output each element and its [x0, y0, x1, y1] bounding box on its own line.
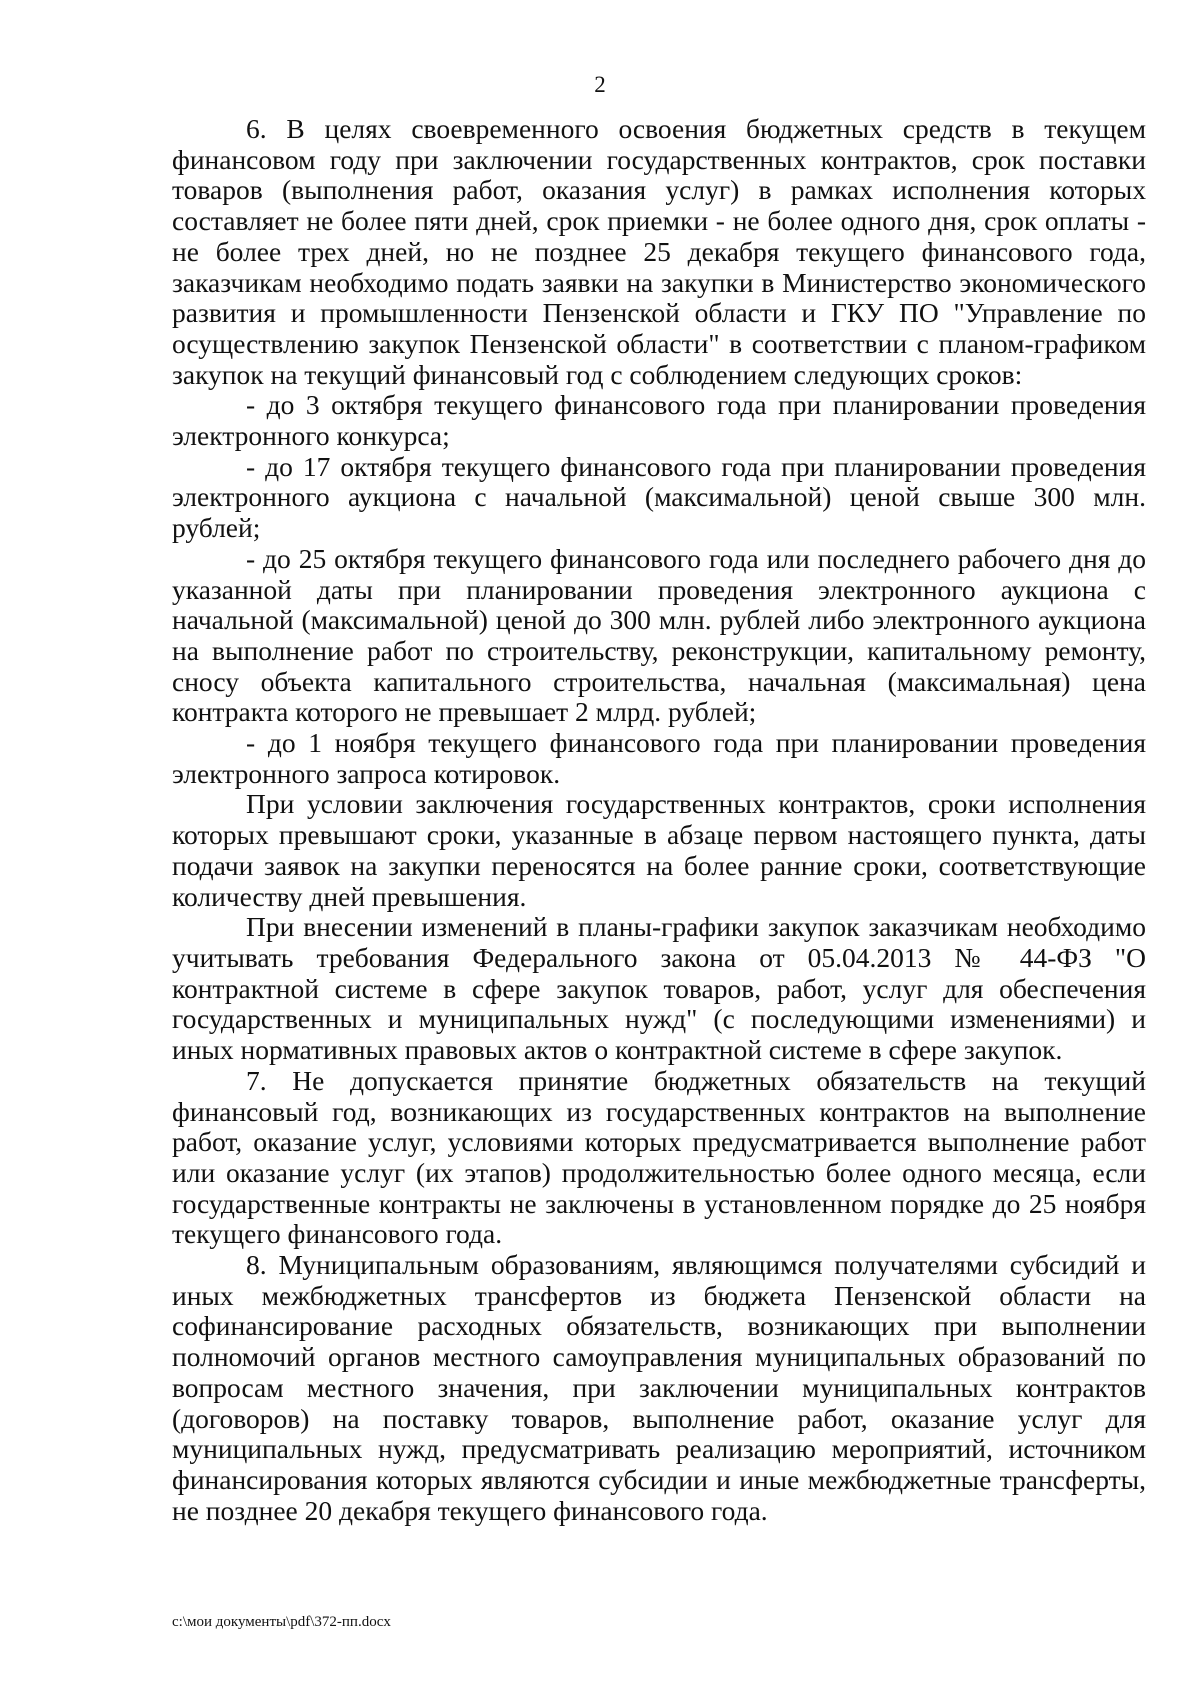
paragraph-7: 7. Не допускается принятие бюджетных обязательств на текущий финансовый год, возникающих из государственных контрактов на выполнение работ, оказание услуг, условиями которых предусматривается выполнение работ или оказание услуг (их этапов) продолжительностью более одного месяца, если государственные контракты не заключены в установленном порядке до 25 ноября текущего финансового года.: [172, 1064, 1146, 1250]
paragraph-deadline-auction-under-300: - до 25 октября текущего финансового года или последнего рабочего дня до указанной даты при планировании проведения электронного аукциона с начальной (максимальной) ценой до 300 млн. рублей либо электронного аукциона на выполнение работ по строительству, реконструкции, капитальному ремонту, сносу объекта капитального строительства, начальная (максимальная) цена контракта которого не превышает 2 млрд. рублей;: [172, 542, 1146, 728]
paragraph-6: 6. В целях своевременного освоения бюджетных средств в текущем финансовом году при заключении государственных контрактов, срок поставки товаров (выполнения работ, оказания услуг) в рамках исполнения которых составляет не более пяти дней, срок приемки - не более одного дня, срок оплаты - не более трех дней, но не позднее 25 декабря текущего финансового года, заказчикам необходимо подать заявки на закупки в Министерство экономического развития и промышленности Пензенской области и ГКУ ПО "Управление по осуществлению закупок Пензенской области" в соответствии с планом-графиком закупок на текущий финансовый год с соблюдением следующих сроков:: [172, 113, 1146, 390]
paragraph-plan-changes: При внесении изменений в планы-графики закупок заказчикам необходимо учитывать требования Федерального закона от 05.04.2013 № 44-ФЗ "О контрактной системе в сфере закупок товаров, работ, услуг для обеспечения государственных и муниципальных нужд" (с последующими изменениями) и иных нормативных правовых актов о контрактной системе в сфере закупок.: [172, 911, 1146, 1066]
paragraph-contract-terms: При условии заключения государственных контрактов, сроки исполнения которых превышают сроки, указанные в абзаце первом настоящего пункта, даты подачи заявок на закупки переносятся на более ранние сроки, соответствующие количеству дней превышения.: [172, 788, 1146, 912]
page-number: 2: [594, 72, 606, 97]
footer-file-path: c:\мои документы\pdf\372-пп.docx: [172, 1614, 391, 1630]
paragraph-deadline-auction-over-300: - до 17 октября текущего финансового года при планировании проведения электронного аукциона с начальной (максимальной) ценой свыше 300 млн. рублей;: [172, 450, 1146, 544]
paragraph-deadline-quotations: - до 1 ноября текущего финансового года при планировании проведения электронного запроса котировок.: [172, 727, 1146, 789]
paragraph-8: 8. Муниципальным образованиям, являющимся получателями субсидий и иных межбюджетных трансфертов из бюджета Пензенской области на софинансирование расходных обязательств, возникающих при выполнении полномочий органов местного самоуправления муниципальных образований по вопросам местного значения, при заключении муниципальных контрактов (договоров) на поставку товаров, выполнение работ, оказание услуг для муниципальных нужд, предусматривать реализацию мероприятий, источником финансирования которых являются субсидии и иные межбюджетные трансферты, не позднее 20 декабря текущего финансового года.: [172, 1249, 1146, 1526]
paragraph-deadline-competition: - до 3 октября текущего финансового года при планировании проведения электронного конкурса;: [172, 389, 1146, 452]
document-body: [172, 114, 1146, 1526]
